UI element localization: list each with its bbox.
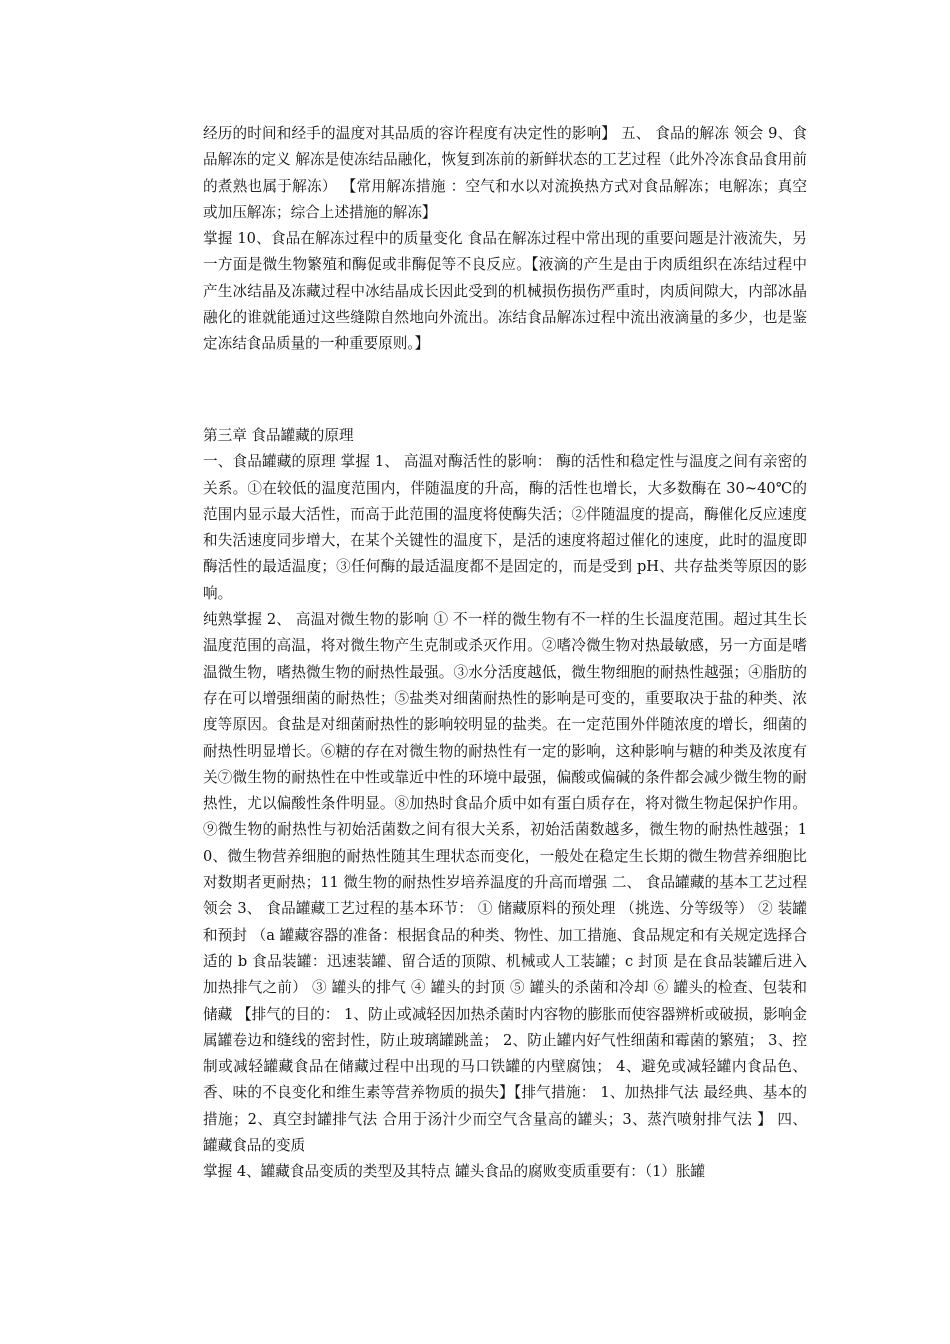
paragraph: 经历的时间和经手的温度对其品质的容许程度有决定性的影响】 五、 食品的解冻 领会 9、食品解冻的定义 解冻是使冻结品融化，恢复到冻前的新鲜状态的工艺过程（此外冷冻食品食用前的煮熟也属于解冻） 【常用解冻措施 ：空气和水以对流换热方式对食品解冻；电解冻；真空或加压解冻；综合上述措施的解冻】 [203, 125, 807, 221]
chapter-title: 第三章 食品罐藏的原理 [203, 427, 354, 444]
paragraph: 掌握 4、罐藏食品变质的类型及其特点 罐头食品的腐败变质重要有：（1）胀罐 [203, 1163, 706, 1181]
paragraph: 纯熟掌握 2、 高温对微生物的影响 ① 不一样的微生物有不一样的生长温度范围。超过其生长温度范围的高温，将对微生物产生克制或杀灭作用。②嗜冷微生物对热最敏感，另一方面是嗜温微生物，嗜热微生物的耐热性最强。③水分活度越低，微生物细胞的耐热性越强；④脂肪的存在可以增强细菌的耐热性；⑤盐类对细菌耐热性的影响是可变的，重要取决于盐的种类、浓度等原因。食盐是对细菌耐热性的影响较明显的盐类。在一定范围外伴随浓度的增长，细菌的耐热性明显增长。⑥糖的存在对微生物的耐热性有一定的影响，这种影响与糖的种类及浓度有关⑦微生物的耐热性在中性或靠近中性的环境中最强，偏酸或偏碱的条件都会减少微生物的耐热性，尤以偏酸性条件明显。⑧加热时食品介质中如有蛋白质存在，将对微生物起保护作用。⑨微生物的耐热性与初始活菌数之间有很大关系，初始活菌数越多，微生物的耐热性越强；10、微生物营养细胞的耐热性随其生理状态而变化，一般处在稳定生长期的微生物营养细胞比对数期者更耐热；11 微生物的耐热性岁培养温度的升高而增强 二、 食品罐藏的基本工艺过程 领会 3、 食品罐藏工艺过程的基本环节： ① 储藏原料的预处理 （挑选、分等级等） ② 装罐和预封 （a 罐藏容器的准备：根据食品的种类、物性、加工措施、食品规定和有关规定选择合适的 b 食品装罐：迅速装罐、留合适的顶隙、机械或人工装罐；c 封顶 是在食品装罐后进入加热排气之前） ③ 罐头的排气 ④ 罐头的封顶 ⑤ 罐头的杀菌和冷却 ⑥ 罐头的检查、包装和储藏 【排气的目的： 1、防止或减轻因加热杀菌时内容物的膨胀而使容器辨析或破损，影响金属罐卷边和缝线的密封性，防止玻璃罐跳盖； 2、防止罐内好气性细菌和霉菌的繁殖； 3、控制或减轻罐藏食品在储藏过程中出现的马口铁罐的内壁腐蚀； 4、避免或减轻罐内食品色、香、味的不良变化和维生素等营养物质的损失】【排气措施： 1、加热排气法 最经典、基本的措施；2、真空封罐排气法 合用于汤汁少而空气含量高的罐头；3、蒸汽喷射排气法 】 四、 罐藏食品的变质 [203, 611, 807, 1155]
text-section-chapter-3 [203, 423, 807, 1186]
paragraph: 一、食品罐藏的原理 掌握 1、 高温对酶活性的影响： 酶的活性和稳定性与温度之间有亲密的关系。①在较低的温度范围内，伴随温度的升高，酶的活性也增长，大多数酶在 30~40℃的范围内显示最大活性，而高于此范围的温度将使酶失活；②伴随温度的提高，酶催化反应速度和失活速度同步增大，在某个关键性的温度下，是活的速度将超过催化的速度，此时的温度即酶活性的最适温度；③任何酶的最适温度都不是固定的，而是受到 pH、共存盐类等原因的影响。 [203, 453, 807, 602]
text-section-thawing [203, 121, 807, 358]
paragraph: 掌握 10、食品在解冻过程中的质量变化 食品在解冻过程中常出现的重要问题是汁液流失，另一方面是微生物繁殖和酶促或非酶促等不良反应。【液滴的产生是由于肉质组织在冻结过程中产生冰结晶及冻藏过程中冰结晶成长因此受到的机械损伤损伤严重时，肉质间隙大，内部冰晶融化的谁就能通过这些缝隙自然地向外流出。冻结食品解冻过程中流出液滴量的多少，也是鉴定冻结食品质量的一种重要原则。】 [203, 230, 807, 353]
